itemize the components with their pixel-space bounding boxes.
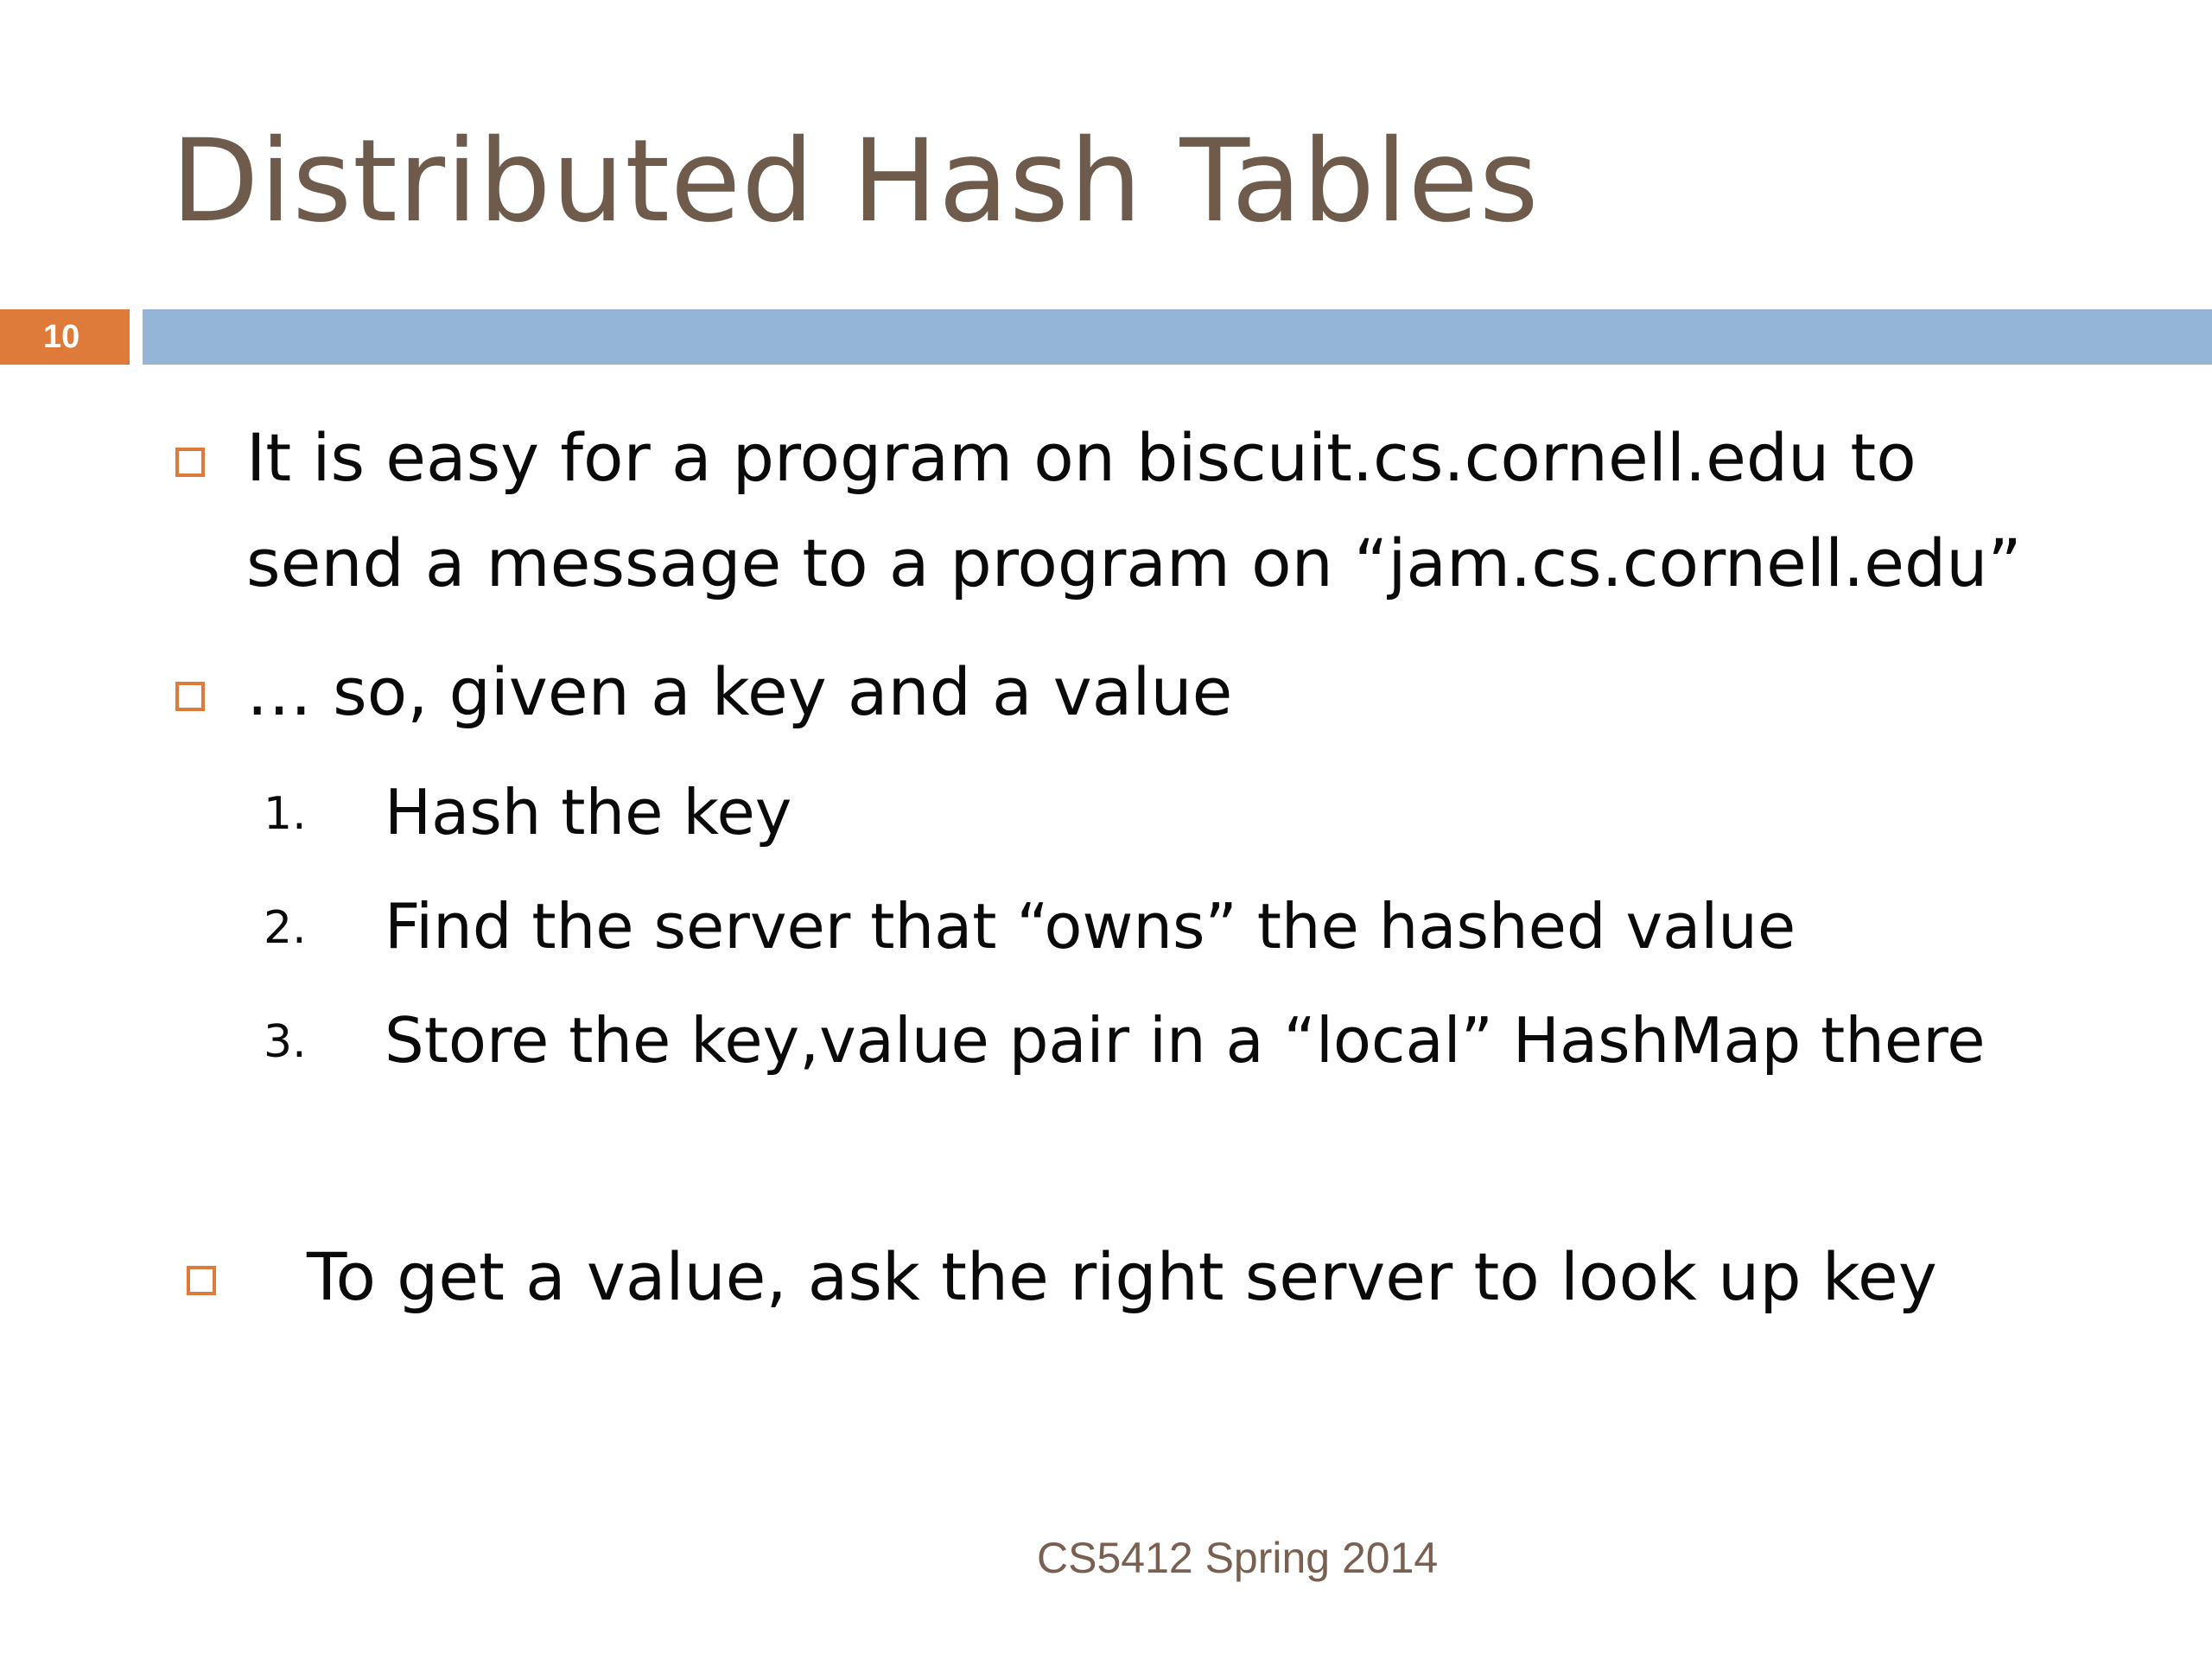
footer-course-label: CS5412 Spring 2014 [1037, 1534, 1439, 1582]
bullet-square-icon [187, 1266, 216, 1295]
step-text: Store the key,value pair in a “local” HashMap there [385, 1004, 1986, 1077]
step-text: Hash the key [385, 776, 792, 849]
slide-number: 10 [0, 309, 130, 365]
bullet-text-line: send a message to a program on “jam.cs.cornell.edu” [246, 524, 2022, 601]
step-number: 3. [264, 1016, 307, 1068]
title-divider-bar [143, 309, 2212, 365]
step-number: 1. [264, 788, 307, 840]
bullet-text-line: To get a value, ask the right server to look up key [307, 1238, 1937, 1315]
step-text: Find the server that “owns” the hashed value [385, 890, 1796, 963]
bullet-square-icon [175, 448, 205, 477]
slide-title: Distributed Hash Tables [171, 115, 1540, 248]
step-number: 2. [264, 902, 307, 954]
bullet-text-line: It is easy for a program on biscuit.cs.cornell.edu to [246, 419, 1916, 496]
bullet-square-icon [175, 682, 205, 711]
bullet-text-line: … so, given a key and a value [246, 653, 1233, 730]
